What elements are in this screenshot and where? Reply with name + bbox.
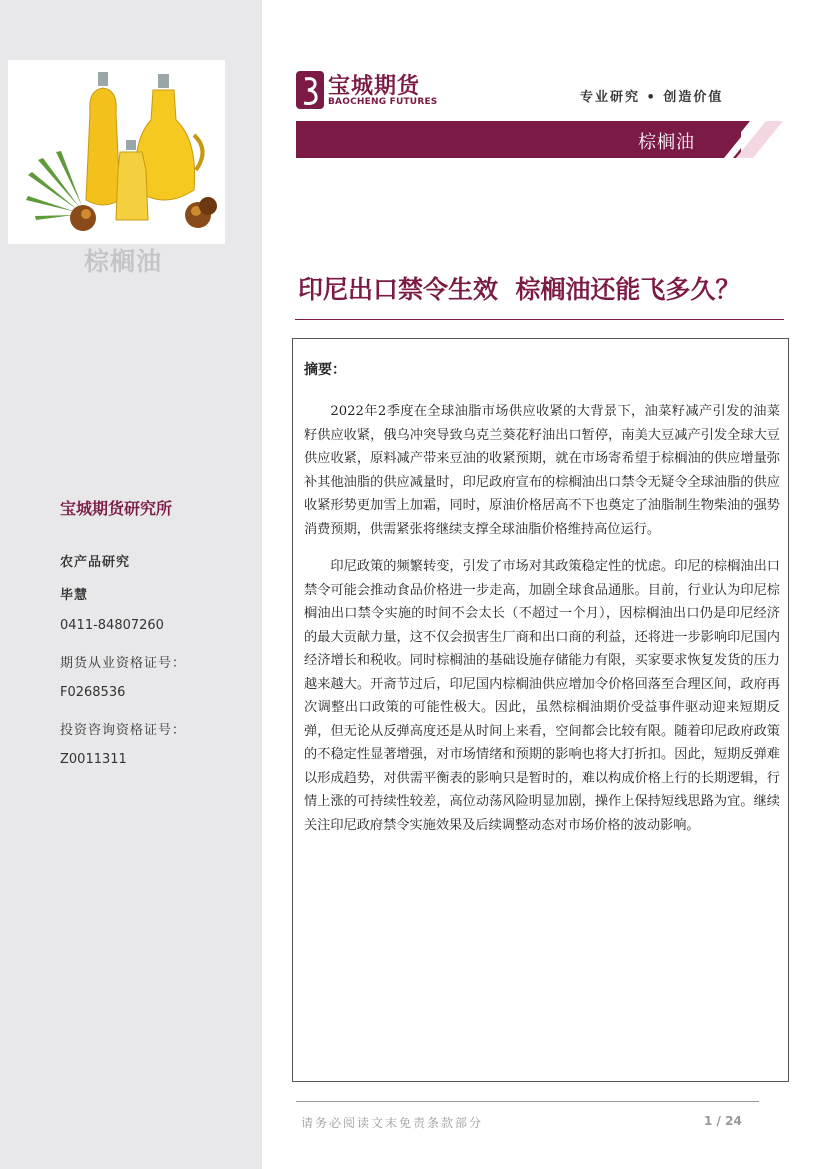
sidebar	[0, 0, 262, 1169]
abstract-body	[304, 400, 780, 851]
banner-stripes	[696, 121, 783, 158]
abstract-label: 摘要：	[304, 362, 346, 378]
category-label: 棕榈油	[638, 132, 695, 153]
logo-text-en: BAOCHENG FUTURES	[328, 97, 438, 107]
advisory-license-number: Z0011311	[60, 752, 127, 767]
phone-number: 0411-84807260	[60, 618, 164, 633]
footer-disclaimer[interactable]: 请务必阅读文末免责条款部分	[301, 1116, 484, 1130]
abstract-box	[292, 338, 789, 1082]
oil-bottles-illustration	[8, 60, 225, 244]
research-area: 农产品研究	[60, 555, 131, 570]
report-headline: 印尼出口禁令生效 棕榈油还能飞多久？	[298, 275, 741, 304]
sidebar-title: 棕榈油	[84, 247, 163, 276]
abstract-paragraph: 印尼政策的频繁转变，引发了市场对其政策稳定性的忧虑。印尼的棕榈油出口禁令可能会推动食品价格进一步走高，加剧全球食品通胀。目前，行业认为印尼棕榈油出口禁令实施的时间不会太长（不超过一个月），因棕榈油出口仍是印尼经济的最大贡献力量，这不仅会损害生厂商和出口商的利益，还将进一步影响印尼国内经济增长和税收。同时棕榈油的基础设施存储能力有限，买家要求恢复发货的压力越来越大。开斋节过后，印尼国内棕榈油供应增加令价格回落至合理区间，政府再次调整出口政策的可能性极大。因此，虽然棕榈油期价受益事件驱动迎来短期反弹，但无论从反弹高度还是从时间上来看，空间都会比较有限。随着印尼政府政策的不稳定性显著增强，对市场情绪和预期的影响也将大打折扣。因此，短期反弹难以形成趋势，对供需平衡表的影响只是暂时的，难以构成价格上行的长期逻辑，行情上涨的可持续性较差，高位动荡风险明显加剧，操作上保持短线思路为宜。继续关注印尼政府禁令实施效果及后续调整动态对市场价格的波动影响。	[304, 559, 780, 833]
headline-divider	[295, 319, 784, 320]
logo-text-cn: 宝城期货	[328, 73, 421, 99]
advisory-license-label: 投资咨询资格证号：	[60, 723, 187, 738]
baocheng-logo-icon	[296, 71, 324, 109]
futures-license-number: F0268536	[60, 685, 126, 700]
footer-divider	[296, 1101, 759, 1102]
abstract-paragraph: 2022年2季度在全球油脂市场供应收紧的大背景下，油菜籽减产引发的油菜籽供应收紧，俄乌冲突导致乌克兰葵花籽油出口暂停，南美大豆减产引发全球大豆供应收紧，原料减产带来豆油的收紧预期，就在市场寄希望于棕榈油的供应增量弥补其他油脂的供应减量时，印尼政府宣布的棕榈油出口禁令无疑令全球油脂的供应收紧形势更加雪上加霜，同时，原油价格居高不下也奠定了油脂制生物柴油的强势消费预期，供需紧张将继续支撑全球油脂价格维持高位运行。	[304, 404, 780, 537]
institute-name: 宝城期货研究所	[60, 499, 173, 518]
brand-logo	[296, 71, 446, 111]
category-banner	[296, 121, 783, 158]
futures-license-label: 期货从业资格证号：	[60, 656, 187, 671]
analyst-name: 毕慧	[60, 588, 89, 603]
page-number: 1 / 24	[704, 1114, 742, 1128]
slogan: 专业研究 • 创造价值	[580, 90, 724, 105]
